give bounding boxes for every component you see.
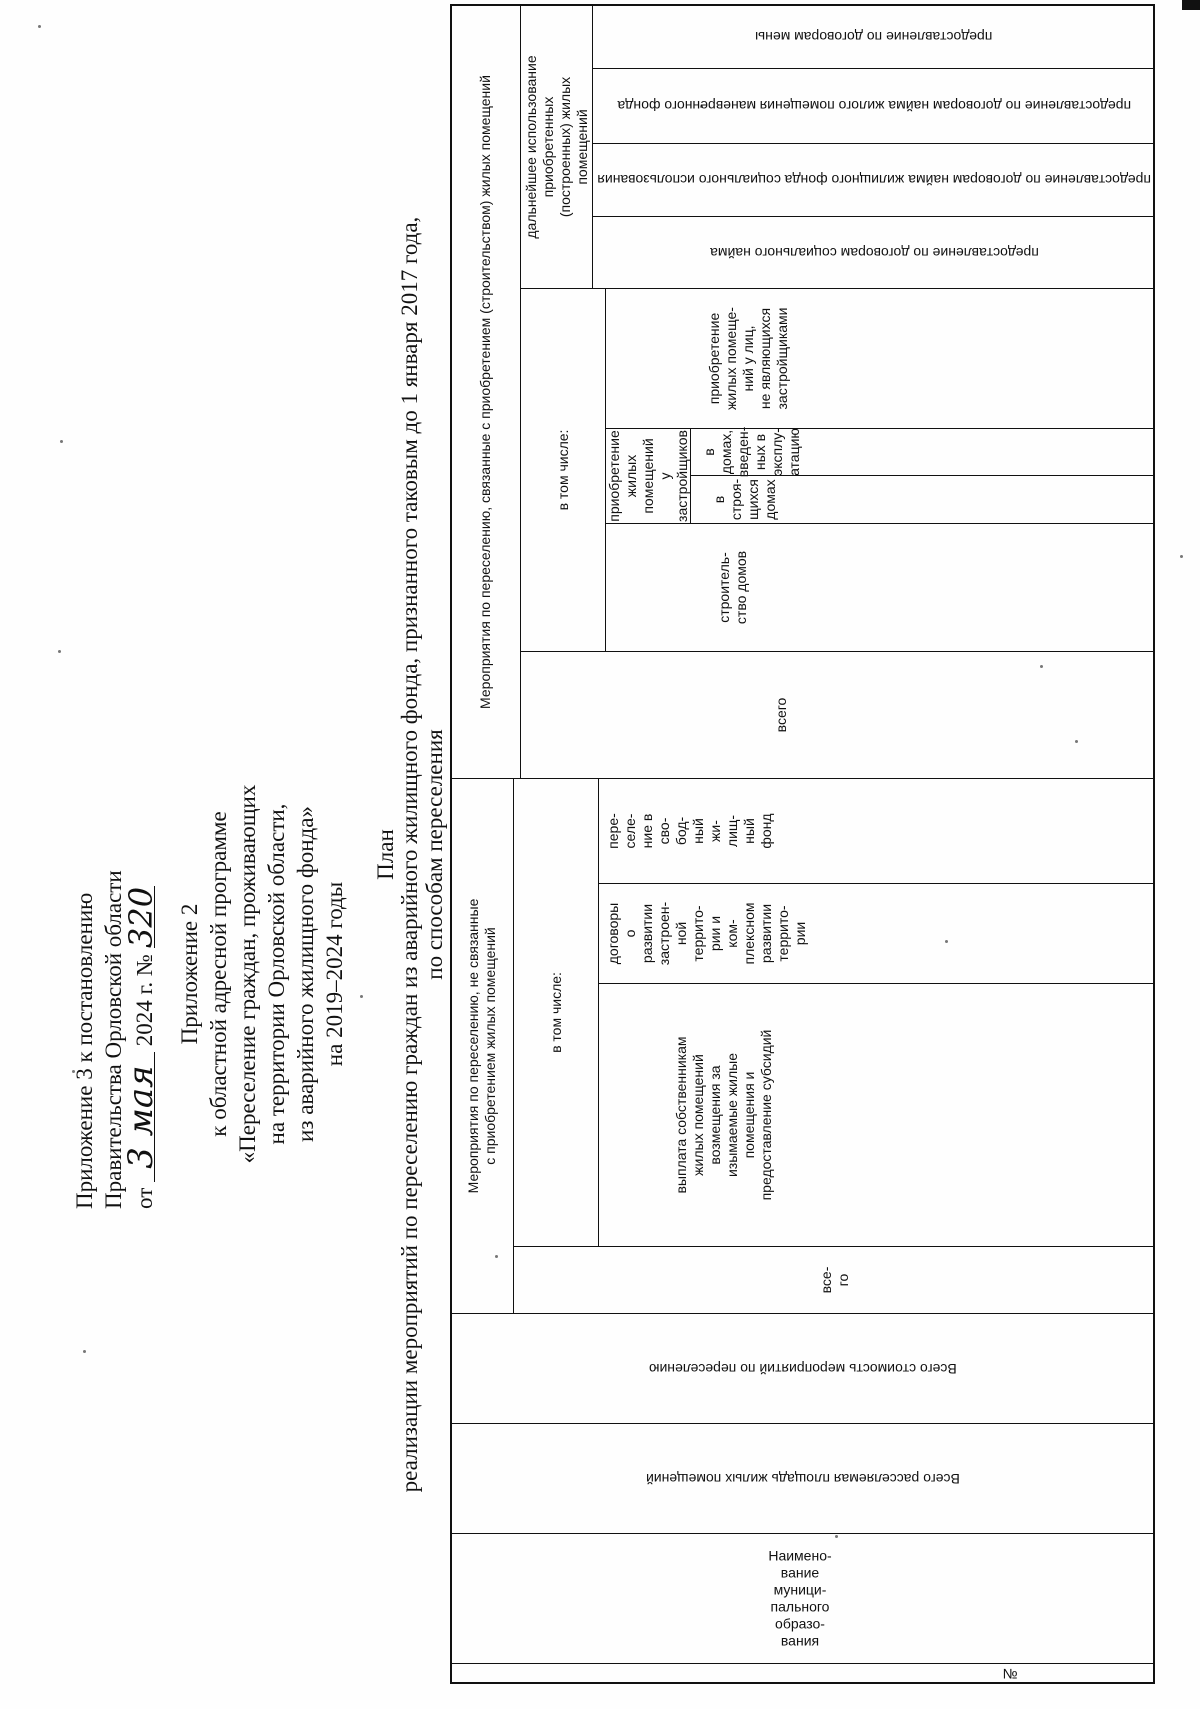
purchase-other-line-1: приобретение [706,312,722,405]
program-header [175,709,349,1239]
purchase-other-line-3: ний у лиц, [740,325,756,392]
handwritten-number: 320 [122,886,160,948]
group2-including: в том числе: [554,429,571,511]
col-municipality-header [650,1534,950,1663]
free-fund-line-2: селе- [622,813,638,849]
header-line-2: Правительства Орловской области [101,870,126,1209]
use-social-header [593,217,1155,288]
municipality-line-4: пального [770,1598,830,1615]
use-maneuver-line-2: найма жилого помещения [759,98,929,115]
group2-total-header [521,652,1155,778]
further-use-line-3: (построенных) жилых [556,76,573,218]
purchase-other-line-5: застройщиками [774,307,790,410]
group1-payment-line-5: помещения и [741,1071,757,1159]
group1-title-line-1: Мероприятия по переселению, не связанные [464,898,481,1194]
commissioned-line-1: в домах, [701,429,734,475]
use-maneuver-line-1: предоставление по договорам [932,98,1132,115]
program-line-1: Приложение 2 [177,903,202,1045]
territory-line-5: ной [673,921,689,946]
group2-total-label: всего [773,697,789,733]
group2-constructing-header [691,476,1155,523]
territory-line-12: рии [792,921,808,946]
municipality-line-3: муници- [773,1581,827,1598]
group1-free-fund-header [599,779,1155,883]
program-line-5: из аварийного жилищного фонда» [293,806,318,1142]
use-specialized-line-2: найма жилищного фонда [784,172,949,189]
group2-purchase-other-header [606,289,1155,428]
group1-payment-line-3: возмещения за [707,1065,723,1165]
territory-line-4: застроен- [656,901,672,966]
territory-line-7: рии и [707,915,723,952]
purchase-other-line-4: не являющихся [757,307,773,410]
resolution-header [70,709,159,1209]
territory-line-1: договоры [605,902,621,965]
group1-payment-line-1: выплата собственникам [673,1036,689,1194]
group1-payment-header [599,984,849,1246]
territory-line-11: террито- [775,905,791,962]
further-use-line-2: приобретенных [539,96,556,198]
use-social-line-1: предоставление по договорам [840,245,1039,261]
territory-line-6: террито- [690,905,706,962]
free-fund-line-1: пере- [605,813,621,849]
purchase-dev-line-3: у застройщиков [656,430,690,522]
free-fund-line-8: лищ- [724,814,740,848]
municipality-line-2: вание [780,1564,820,1581]
program-line-3: «Переселение граждан, проживающих [235,784,260,1164]
program-line-2: к областной адресной программе [206,811,231,1137]
territory-line-10: развитии [758,903,774,964]
use-maneuver-line-3: маневренного фонда [616,98,756,115]
build-line-2: ство домов [733,550,749,625]
group1-including: в том числе: [547,972,564,1053]
plan-title: План [373,829,398,880]
program-line-6: на 2019–2024 годы [322,881,347,1067]
group1-payment-line-2: жилых помещений [690,1054,706,1176]
date-prefix: от [132,1187,157,1209]
free-fund-line-10: фонд [758,813,774,849]
col-municipality-label [768,1548,831,1650]
col-number-header [990,1664,1030,1683]
plan-subtitle: реализации мероприятий по переселению граждан из аварийного жилищного фонда, признанного таковым до 1 января 2017 года, [397,216,422,1493]
constructing-line-3: домах [762,479,778,520]
header-line-1: Приложение 3 к постановлению [72,892,97,1209]
municipality-line-5: образо- [775,1615,825,1632]
group1-payment-line-6: предоставление субсидий [758,1029,774,1201]
territory-line-8: ком- [724,919,740,948]
col-number-label: № [1002,1665,1018,1682]
group2-commissioned-header [691,426,1155,478]
date-year: 2024 г. № [132,954,157,1047]
municipality-line-1: Наимено- [768,1547,832,1564]
free-fund-line-6: ный [690,818,706,844]
further-use-header [521,6,592,288]
territory-line-9: плексном [741,902,757,965]
use-exchange-header [593,6,1155,68]
col-cost-header [450,1314,1155,1423]
group1-territory-header [599,884,1155,983]
further-use-line-4: помещений [573,109,590,185]
group2-title: Мероприятия по переселению, связанные с приобретением (строительством) жилых помещений [476,75,493,709]
build-line-1: строитель- [716,552,732,623]
col-cost-label: Всего стоимость мероприятий по переселению [648,1361,957,1377]
group1-total-line-2: го [834,1273,851,1287]
col-area-header [450,1424,1155,1533]
further-use-line-1: дальнейшее использование [522,55,539,239]
free-fund-line-5: бод- [673,816,689,846]
commissioned-line-4: эксплу- [769,428,785,476]
use-specialized-header [593,144,1155,216]
col-area-label: Всего расселяемая площадь жилых помещений [645,1471,960,1487]
commissioned-line-2: введен- [735,426,751,478]
purchase-dev-line-1: приобретение [605,430,622,522]
use-maneuver-header [593,69,1155,143]
group1-payment-line-4: изымаемые жилые [724,1052,740,1178]
constructing-line-2: щихся [745,479,761,520]
use-exchange-line-2: мены [755,29,791,46]
header-date-line [121,709,161,1209]
group2-build-header [606,524,1155,651]
constructing-line-1: в строя- [711,478,744,521]
free-fund-line-3: ние в [639,813,655,849]
use-social-line-2: социального найма [709,245,837,261]
program-line-4: на территории Орловской области, [264,803,289,1145]
purchase-dev-line-2: жилых помещений [622,438,656,514]
territory-line-3: развитии [639,903,655,964]
free-fund-line-4: сво- [656,817,672,845]
group2-purchase-dev-header [606,429,690,523]
territory-line-2: о [622,929,638,938]
use-specialized-line-1: предоставление по договорам [952,172,1151,189]
group1-total-header [514,1247,1155,1313]
group1-title [450,779,513,1313]
use-specialized-line-3: социального использования [597,172,781,189]
group1-total-line-1: все- [817,1266,834,1294]
handwritten-date: 3 мая [128,1052,155,1182]
municipality-line-6: вания [780,1632,820,1649]
free-fund-line-9: ный [741,818,757,844]
commissioned-line-3: ных в [752,433,768,471]
plan-table [450,4,1155,1684]
group1-title-line-2: с приобретением жилых помещений [481,927,498,1165]
commissioned-line-5: атацию [786,428,802,476]
free-fund-line-7: жи- [707,820,723,842]
purchase-other-line-2: жилых помеще- [723,307,739,410]
use-exchange-line-1: предоставление по договорам [794,29,993,46]
plan-subtitle-2: по способам переселения [422,729,447,980]
